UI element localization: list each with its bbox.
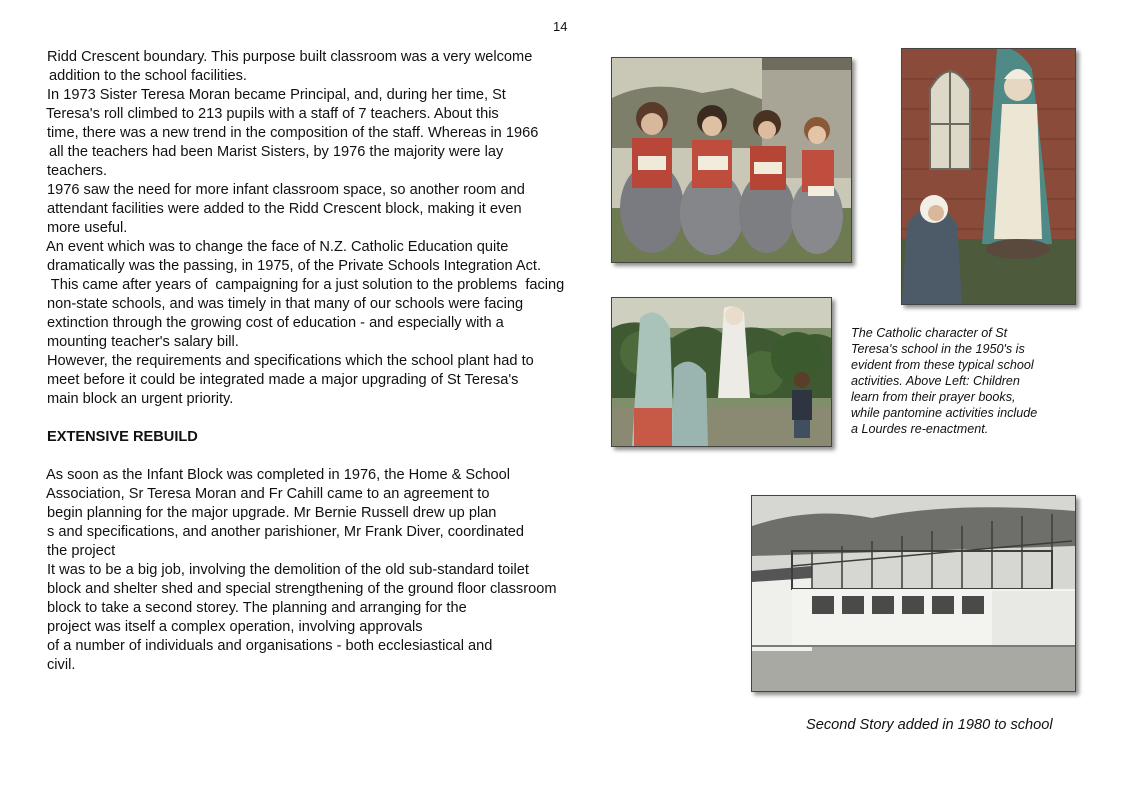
page-number: 14 bbox=[553, 19, 568, 34]
body-line: Ridd Crescent boundary. This purpose built classroom was a very welcome bbox=[47, 49, 533, 65]
body-line: 1976 saw the need for more infant classroom space, so another room and bbox=[47, 182, 525, 198]
body-line: Teresa's roll climbed to 213 pupils with a staff of 7 teachers. About this bbox=[46, 106, 499, 122]
body-line: teachers. bbox=[47, 163, 108, 179]
caption-line: The Catholic character of St bbox=[851, 326, 1008, 340]
body-line: mounting teacher's salary bill. bbox=[47, 334, 239, 350]
body-line: project was itself a complex operation, involving approvals bbox=[47, 619, 423, 635]
caption-line: evident from these typical school bbox=[851, 358, 1034, 372]
body-line: non-state schools, and was timely in that many of our schools were facing bbox=[47, 296, 524, 312]
body-line: attendant facilities were added to the Ridd Crescent block, making it even bbox=[47, 201, 522, 217]
spacer bbox=[47, 447, 607, 466]
body-line: more useful. bbox=[47, 220, 128, 236]
body-line: However, the requirements and specifications which the school plant had to bbox=[47, 353, 534, 369]
body-line: block to take a second storey. The planning and arranging for the bbox=[47, 600, 467, 616]
body-line: main block an urgent priority. bbox=[47, 391, 234, 407]
photo-children-reading bbox=[611, 57, 852, 263]
body-line: of a number of individuals and organisations - both ecclesiastical and bbox=[47, 638, 493, 654]
body-line: An event which was to change the face of N.Z. Catholic Education quite bbox=[46, 239, 509, 255]
body-line: dramatically was the passing, in 1975, of the Private Schools Integration Act. bbox=[47, 258, 542, 274]
body-line: addition to the school facilities. bbox=[49, 68, 247, 84]
body-line: In 1973 Sister Teresa Moran became Principal, and, during her time, St bbox=[47, 87, 506, 103]
caption-line: Teresa's school in the 1950's is bbox=[851, 342, 1025, 356]
body-line: civil. bbox=[47, 657, 76, 673]
body-line: extinction through the growing cost of education - and especially with a bbox=[47, 315, 504, 331]
article-body bbox=[47, 48, 607, 675]
body-line: the project bbox=[47, 543, 116, 559]
caption-line: activities. Above Left: Children bbox=[851, 374, 1020, 388]
body-line: Association, Sr Teresa Moran and Fr Cahill came to an agreement to bbox=[46, 486, 490, 502]
caption-second-story: Second Story added in 1980 to school bbox=[806, 717, 1053, 733]
photo-second-storey-construction bbox=[751, 495, 1076, 692]
body-line: It was to be a big job, involving the demolition of the old sub-standard toilet bbox=[47, 562, 529, 578]
section-heading: EXTENSIVE REBUILD bbox=[47, 429, 198, 445]
caption-catholic-character bbox=[851, 325, 1037, 437]
spacer bbox=[47, 409, 607, 428]
photo-pantomime bbox=[611, 297, 832, 447]
body-line: s and specifications, and another parishioner, Mr Frank Diver, coordinated bbox=[47, 524, 524, 540]
caption-line: a Lourdes re-enactment. bbox=[851, 422, 989, 436]
body-line: time, there was a new trend in the composition of the staff. Whereas in 1966 bbox=[47, 125, 539, 141]
body-line: This came after years of campaigning for a just solution to the problems facing bbox=[47, 277, 565, 293]
caption-line: while pantomine activities include bbox=[851, 406, 1038, 420]
body-line: begin planning for the major upgrade. Mr Bernie Russell drew up plan bbox=[47, 505, 497, 521]
body-line: As soon as the Infant Block was completed in 1976, the Home & School bbox=[46, 467, 511, 483]
caption-line: learn from their prayer books, bbox=[851, 390, 1016, 404]
body-line: all the teachers had been Marist Sisters, by 1976 the majority were lay bbox=[49, 144, 504, 160]
photo-lourdes-statue bbox=[901, 48, 1076, 305]
body-line: block and shelter shed and special strengthening of the ground floor classroom bbox=[47, 581, 557, 597]
body-line: meet before it could be integrated made a major upgrading of St Teresa's bbox=[47, 372, 519, 388]
